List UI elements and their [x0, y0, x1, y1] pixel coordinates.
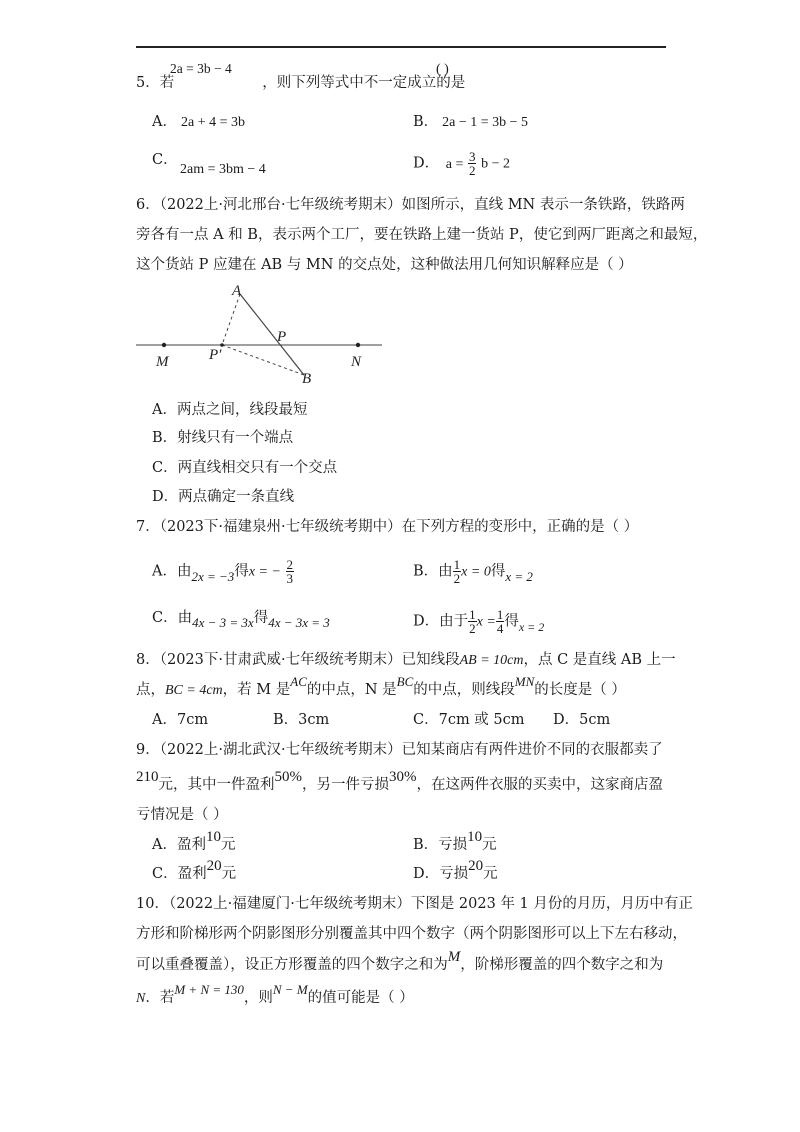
q9-stem-line2: 210元，其中一件盈利50%，另一件亏损30%，在这两件衣服的买卖中，这家商店盈: [136, 769, 663, 793]
q10-stem-line4: N．若M + N = 130，则N − M的值可能是（ ）: [136, 982, 414, 1006]
q10-stem-line1: 10．（2022上·福建厦门·七年级统考期末）下图是 2023 年 1 月份的月历，月历中有正: [136, 896, 693, 912]
q8-stem-line2: 点，BC = 4cm，若 M 是AC的中点，N 是BC的中点，则线段MN的长度是（ ）: [136, 674, 626, 698]
top-rule: [136, 46, 666, 48]
q7-option-b: B．由 $\frac{1}{2}$ x = 0得x = 2: [413, 557, 533, 586]
label-p-prime: P′: [209, 347, 222, 363]
q7-d-fraction-right: $\frac{1}{4}$: [496, 607, 504, 636]
q5-stem: 5．若 ，则下列等式中不一定成立的是: [136, 75, 466, 91]
point-m: [162, 343, 166, 347]
q9-stem-line3: 亏情况是（ ）: [136, 807, 228, 823]
label-a: A: [232, 283, 242, 299]
q10-stem-line2: 方形和阶梯形两个阴影图形分别覆盖其中四个数字（两个阴影图形可以上下左右移动，: [136, 926, 687, 942]
q10-stem-line3: 可以重叠覆盖），设正方形覆盖的四个数字之和为M，阶梯形覆盖的四个数字之和为: [136, 949, 664, 973]
q8-option-c: C．7cm 或 5cm: [413, 712, 525, 728]
q5-d-fraction: $\frac{3}{2}$: [468, 149, 476, 178]
q7-a-fraction: $\frac{2}{3}$: [286, 557, 294, 586]
point-n: [356, 343, 360, 347]
q9-stem-line1: 9．（2022上·湖北武汉·七年级统考期末）已知某商店有两件进价不同的衣服都卖了: [136, 742, 663, 758]
segment-ap-prime: [222, 294, 240, 345]
q7-option-c: C．由4x − 3 = 3x得4x − 3x = 3: [152, 610, 330, 630]
q6-option-a: A．两点之间，线段最短: [152, 402, 308, 418]
q8-option-b: B．3cm: [273, 712, 330, 728]
q6-option-c: C．两直线相交只有一个交点: [152, 460, 338, 476]
q7-stem: 7．（2023下·福建泉州·七年级统考期中）在下列方程的变形中，正确的是（ ）: [136, 519, 639, 535]
q5-option-b: B． 2a − 1 = 3b − 5: [413, 114, 529, 130]
q8-stem-line1: 8．（2023下·甘肃武威·七年级统考期末）已知线段AB = 10cm，点 C 是直线 AB 上一: [136, 652, 676, 668]
q6-stem-line3: 这个货站 P 应建在 AB 与 MN 的交点处，这种做法用几何知识解释应是（ ）: [136, 257, 633, 273]
q5-option-c: 2am = 3bm − 4: [180, 162, 266, 177]
q5-option-c-label: C．: [152, 152, 178, 168]
q6-figure: [120, 278, 400, 393]
q6-stem-line2: 旁各有一点 A 和 B，表示两个工厂，要在铁路上建一货站 P，使它到两厂距离之和最短，: [136, 227, 708, 243]
q5-answer-paren: ( ): [436, 62, 449, 77]
q7-b-fraction: $\frac{1}{2}$: [453, 557, 461, 586]
q5-option-a: A． 2a + 4 = 3b: [152, 114, 245, 130]
q8-option-a: A．7cm: [152, 712, 209, 728]
q9-option-a: A．盈利10元: [152, 829, 236, 853]
label-n: N: [351, 354, 362, 370]
q8-option-d: D．5cm: [553, 712, 611, 728]
q7-option-d: D．由于 $\frac{1}{2}$ x = $\frac{1}{4}$ 得$_{x = 2}$: [413, 607, 545, 636]
q6-option-d: D．两点确定一条直线: [152, 489, 295, 505]
q5-condition: 2a = 3b − 4: [170, 61, 232, 76]
label-m: M: [156, 354, 169, 370]
q9-option-d: D．亏损20元: [413, 858, 498, 882]
q5-option-d: D． a = $\frac{3}{2}$ b − 2: [413, 149, 510, 178]
q9-option-b: B．亏损10元: [413, 829, 497, 853]
q7-option-a: A．由2x = −3得x = − $\frac{2}{3}$: [152, 557, 294, 586]
label-b: B: [302, 371, 312, 387]
q7-d-fraction-left: $\frac{1}{2}$: [469, 607, 476, 636]
q9-option-c: C．盈利20元: [152, 858, 237, 882]
q6-option-b: B．射线只有一个端点: [152, 430, 294, 446]
segment-ab: [240, 294, 304, 375]
q6-stem-line1: 6．（2022上·河北邢台·七年级统考期末）如图所示，直线 MN 表示一条铁路，铁路两: [136, 197, 685, 213]
label-p: P: [277, 329, 287, 345]
